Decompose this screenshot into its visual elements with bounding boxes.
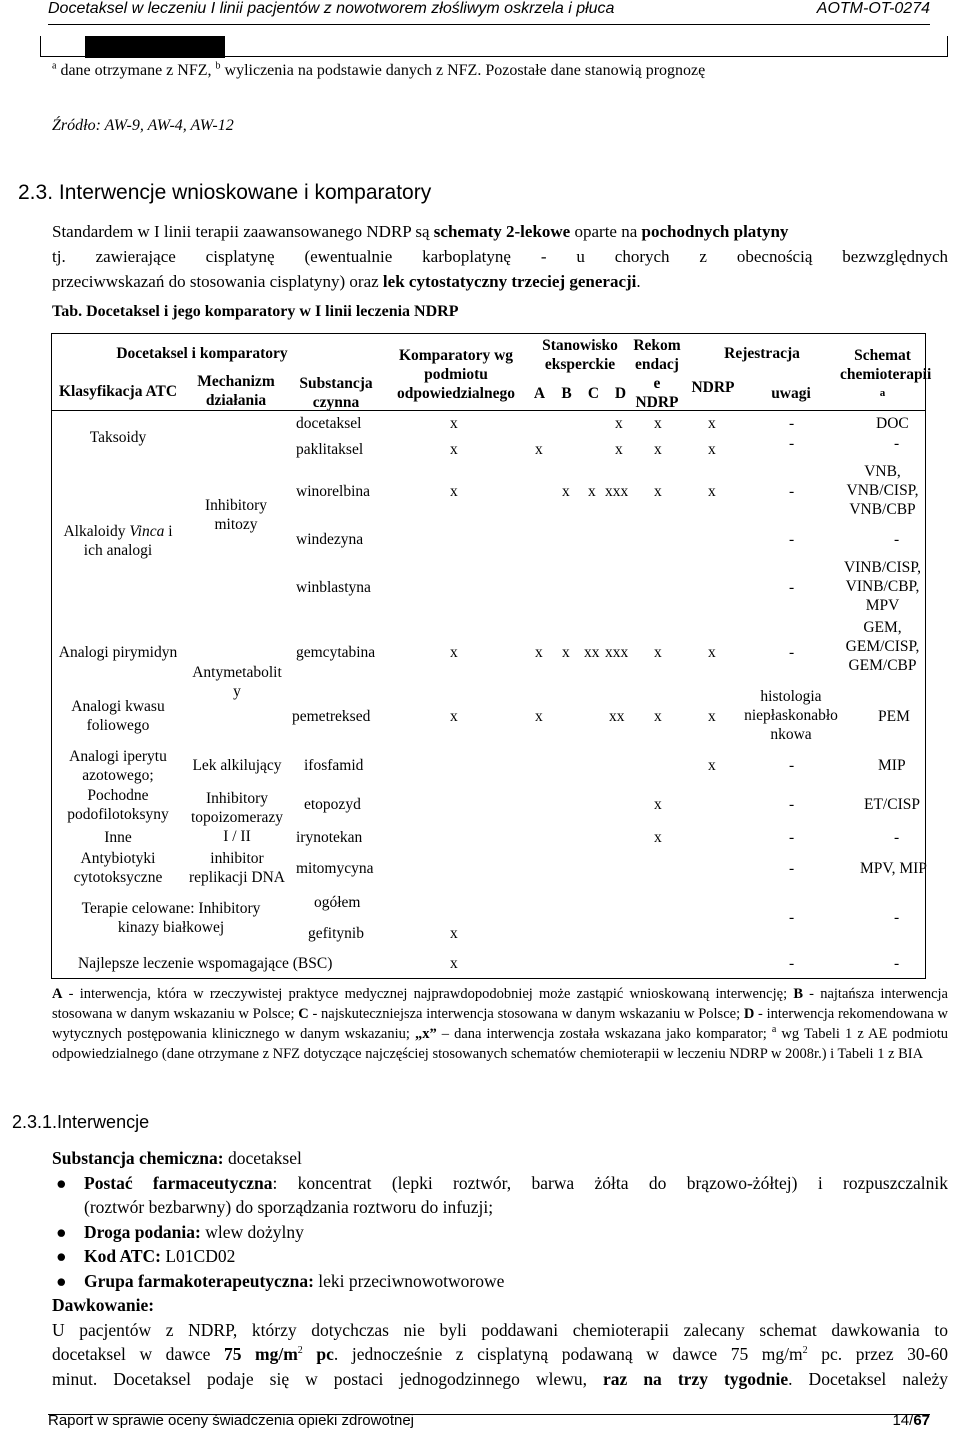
mech-mitozy: Inhibitory mitozy — [205, 497, 267, 533]
row-winorelbina: winorelbina — [296, 483, 371, 500]
mech-replikacji: inhibitor replikacji DNA — [189, 850, 285, 886]
atc-antybiotyki: Antybiotyki cytotoksyczne — [73, 850, 163, 886]
th-rejestracja: Rejestracja — [724, 345, 800, 362]
row-mitomycyna: mitomycyna — [296, 860, 374, 877]
row-paklitaksel: paklitaksel — [296, 441, 364, 458]
row-ifosfamid: ifosfamid — [304, 757, 364, 774]
th-d: D — [614, 385, 627, 402]
row-etopozyd: etopozyd — [304, 796, 361, 813]
bullet-droga: ● Droga podania: wlew dożylny — [52, 1220, 948, 1245]
bullet-icon: ● — [56, 1246, 67, 1266]
bullet-grupa: ● Grupa farmakoterapeutyczna: leki przeciwnowotworowe — [52, 1269, 948, 1294]
footer-title: Raport w sprawie oceny świadczenia opieki zdrowotnej — [48, 1412, 415, 1429]
row-winblastyna: winblastyna — [296, 579, 371, 596]
th-a: A — [533, 385, 546, 402]
atc-bsc: Najlepsze leczenie wspomagające (BSC) — [78, 955, 333, 972]
th-mechanism: Mechanizm działania — [197, 373, 275, 409]
running-header-code: AOTM-OT-0274 — [816, 0, 930, 17]
mech-alkilujacy: Lek alkilujący — [192, 757, 282, 774]
atc-celowane: Terapie celowane: Inhibitory kinazy białkowej — [81, 900, 261, 936]
table-footnote: $^a$ dane otrzymane z NFZ, $^b$ wyliczenia na podstawie danych z NFZ. Pozostałe dane stanowią prognozę — [52, 60, 706, 79]
section-heading: 2.3. Interwencje wnioskowane i komparatory — [18, 181, 432, 204]
th-c: C — [587, 385, 600, 402]
bullet-icon: ● — [56, 1221, 67, 1242]
th-substance: Substancja czynna — [299, 375, 373, 411]
prior-table-bottom — [40, 36, 948, 57]
atc-iperytu: Analogi iperytu azotowego; — [69, 748, 167, 784]
table-caption: Tab. Docetaksel i jego komparatory w I linii leczenia NDRP — [52, 303, 459, 320]
bullet-icon: ● — [56, 1270, 67, 1291]
th-b: B — [561, 385, 572, 402]
subsection-heading: 2.3.1.Interwencje — [12, 1112, 150, 1132]
row-pemetreksed: pemetreksed — [292, 708, 371, 725]
mech-antymetabolity: Antymetabolit y — [192, 664, 282, 700]
intro-paragraph: Standardem w I linii terapii zaawansowanego NDRP są schematy 2-lekowe oparte na pochodnych platyny tj. zawierające cisplatynę (ewentualnie karboplatynę - u chorych z obecnością bezwzględnych przeciwwskazań do stosowania cisplatyny) oraz lek cytostatyczny trzeciej generacji. — [52, 222, 948, 291]
row-docetaksel: docetaksel — [296, 415, 362, 432]
atc-podofilo: Pochodne podofilotoksyny — [67, 787, 169, 823]
th-komparatory: Komparatory wg podmiotu odpowiedzialnego — [397, 347, 515, 402]
row-gemcytabina: gemcytabina — [296, 644, 376, 661]
th-uwagi: uwagi — [771, 385, 811, 402]
th-schemat: Schemat chemioterapii a — [840, 347, 932, 399]
atc-alkaloidy: Alkaloidy Vinca i ich analogi — [63, 523, 173, 559]
th-group: Docetaksel i komparatory — [116, 345, 288, 362]
th-ndrp: NDRP — [691, 379, 735, 396]
th-rekomendacje: Rekom endacj e NDRP — [633, 337, 681, 411]
drug-description: Substancja chemiczna: docetaksel ● Postać farmaceutyczna: koncentrat (lepki roztwór, barwa żółta do brązowo-żółtej) i rozpuszczalnik (roztwór bezbarwny) do sporządzania roztworu do infuzji; ● Droga podania: wlew dożylny ● Kod ATC: L01CD02 ● Grupa farmakoterapeutyczna: leki przeciwnowotworowe Dawkowanie: U pacjentów z NDRP, którzy dotychczas nie byli poddawani chemioterapii zalecany schemat dawkowania to docetaksel w dawce 75 $mg/m^2$ pc. jednocześnie z cisplatyną podawaną w dawce 75 $mg/m^2$ pc. przez 30-60 minut. Docetaksel podaje się w postaci jednogodzinnego wlewu, raz na trzy tygodnie. Docetaksel należy — [52, 1148, 948, 1389]
bullet-postac: ● Postać farmaceutyczna: koncentrat (lepki roztwór, barwa żółta do brązowo-żółtej) i rozpuszczalnik (roztwór bezbarwny) do sporządzania roztworu do infuzji; — [56, 1172, 948, 1217]
comparators-table: Docetaksel i komparatory Klasyfikacja ATC Mechanizm działania Substancja czynna Komparatory wg podmiotu odpowiedzialnego Stanowisko eksperckie A B C D Rekom endacj e NDRP Rejestracja NDRP uwagi Schemat chemioterapii a Taksoidy Alkaloidy Vinca i ich analogi Analogi pirymidyn Analogi kwasu foliowego Analogi iperytu azotowego; Pochodne podofilotoksyny Inne Antybiotyki cytotoksyczne Terapie celowane: Inhibitory kinazy białkowej Najlepsze leczenie wspomagające (BSC) Inhibitory mitozy Antymetabolit y Lek alkilujący Inhibitory topoizomerazy I / II inhibitor replikacji DNA docetaksel x x x x - DOC paklitaksel x x x x x - - winorelbina x x x xxx x x - VNB, VNB/CISP, VNB/CBP windezyna - - winblastyna - VINB/CISP, VINB/CBP, MPV gemcytabina x x x xx xxx x x - GEM, GEM/CISP, GEM/CBP pemetreksed x x xx x x histologia niepłaskonabło nkowa PEM ifosfamid x - MIP etopozyd x - ET/CISP irynotekan x - - mitomycyna - MPV, MIP ogółem gefitynib x - - x - - — [51, 333, 926, 979]
atc-kwasu: Analogi kwasu foliowego — [71, 698, 165, 734]
bullet-icon: ● — [56, 1172, 67, 1193]
page-number: 14/67 — [892, 1412, 930, 1429]
header-rule — [52, 410, 925, 411]
shaded-cell — [85, 36, 225, 58]
header-rule — [48, 24, 930, 25]
mech-topo: Inhibitory topoizomerazy I / II — [190, 790, 284, 845]
row-gefitynib: gefitynib — [308, 925, 364, 942]
th-atc: Klasyfikacja ATC — [58, 383, 178, 400]
source-note: Źródło: AW-9, AW-4, AW-12 — [52, 117, 234, 134]
atc-taksoidy: Taksoidy — [89, 429, 147, 446]
th-stanowisko: Stanowisko eksperckie — [542, 337, 618, 373]
row-bsc: x — [450, 955, 458, 972]
table-legend: A - interwencja, która w rzeczywistej praktyce medycznej najprawdopodobniej może zastąpić wnioskowaną interwencję; B - najtańsza interwencja stosowana w danym wskazaniu w Polsce; C - najskuteczniejsza interwencja stosowana w danym wskazaniu w Polsce; D - interwencja rekomendowana w wytycznych postępowania klinicznego w danym wskazaniu; „x” – dana interwencja została wskazana jako komparator; $^a$ wg Tabeli 1 z AE podmiotu odpowiedzialnego (dane otrzymane z NFZ dotyczące najczęściej stosowanych schematów chemioterapii w leczeniu NDRP w 2008r.) i Tabeli 1 z BIA — [52, 986, 949, 1062]
atc-pirymidyn: Analogi pirymidyn — [58, 644, 178, 661]
running-header-title: Docetaksel w leczeniu I linii pacjentów z nowotworem złośliwym oskrzela i płuca — [48, 0, 615, 17]
atc-inne: Inne — [104, 829, 132, 846]
row-windezyna: windezyna — [296, 531, 364, 548]
row-irynotekan: irynotekan — [296, 829, 363, 846]
row-ogolem: ogółem — [314, 894, 361, 911]
bullet-atc: ● Kod ATC: L01CD02 — [52, 1244, 948, 1269]
